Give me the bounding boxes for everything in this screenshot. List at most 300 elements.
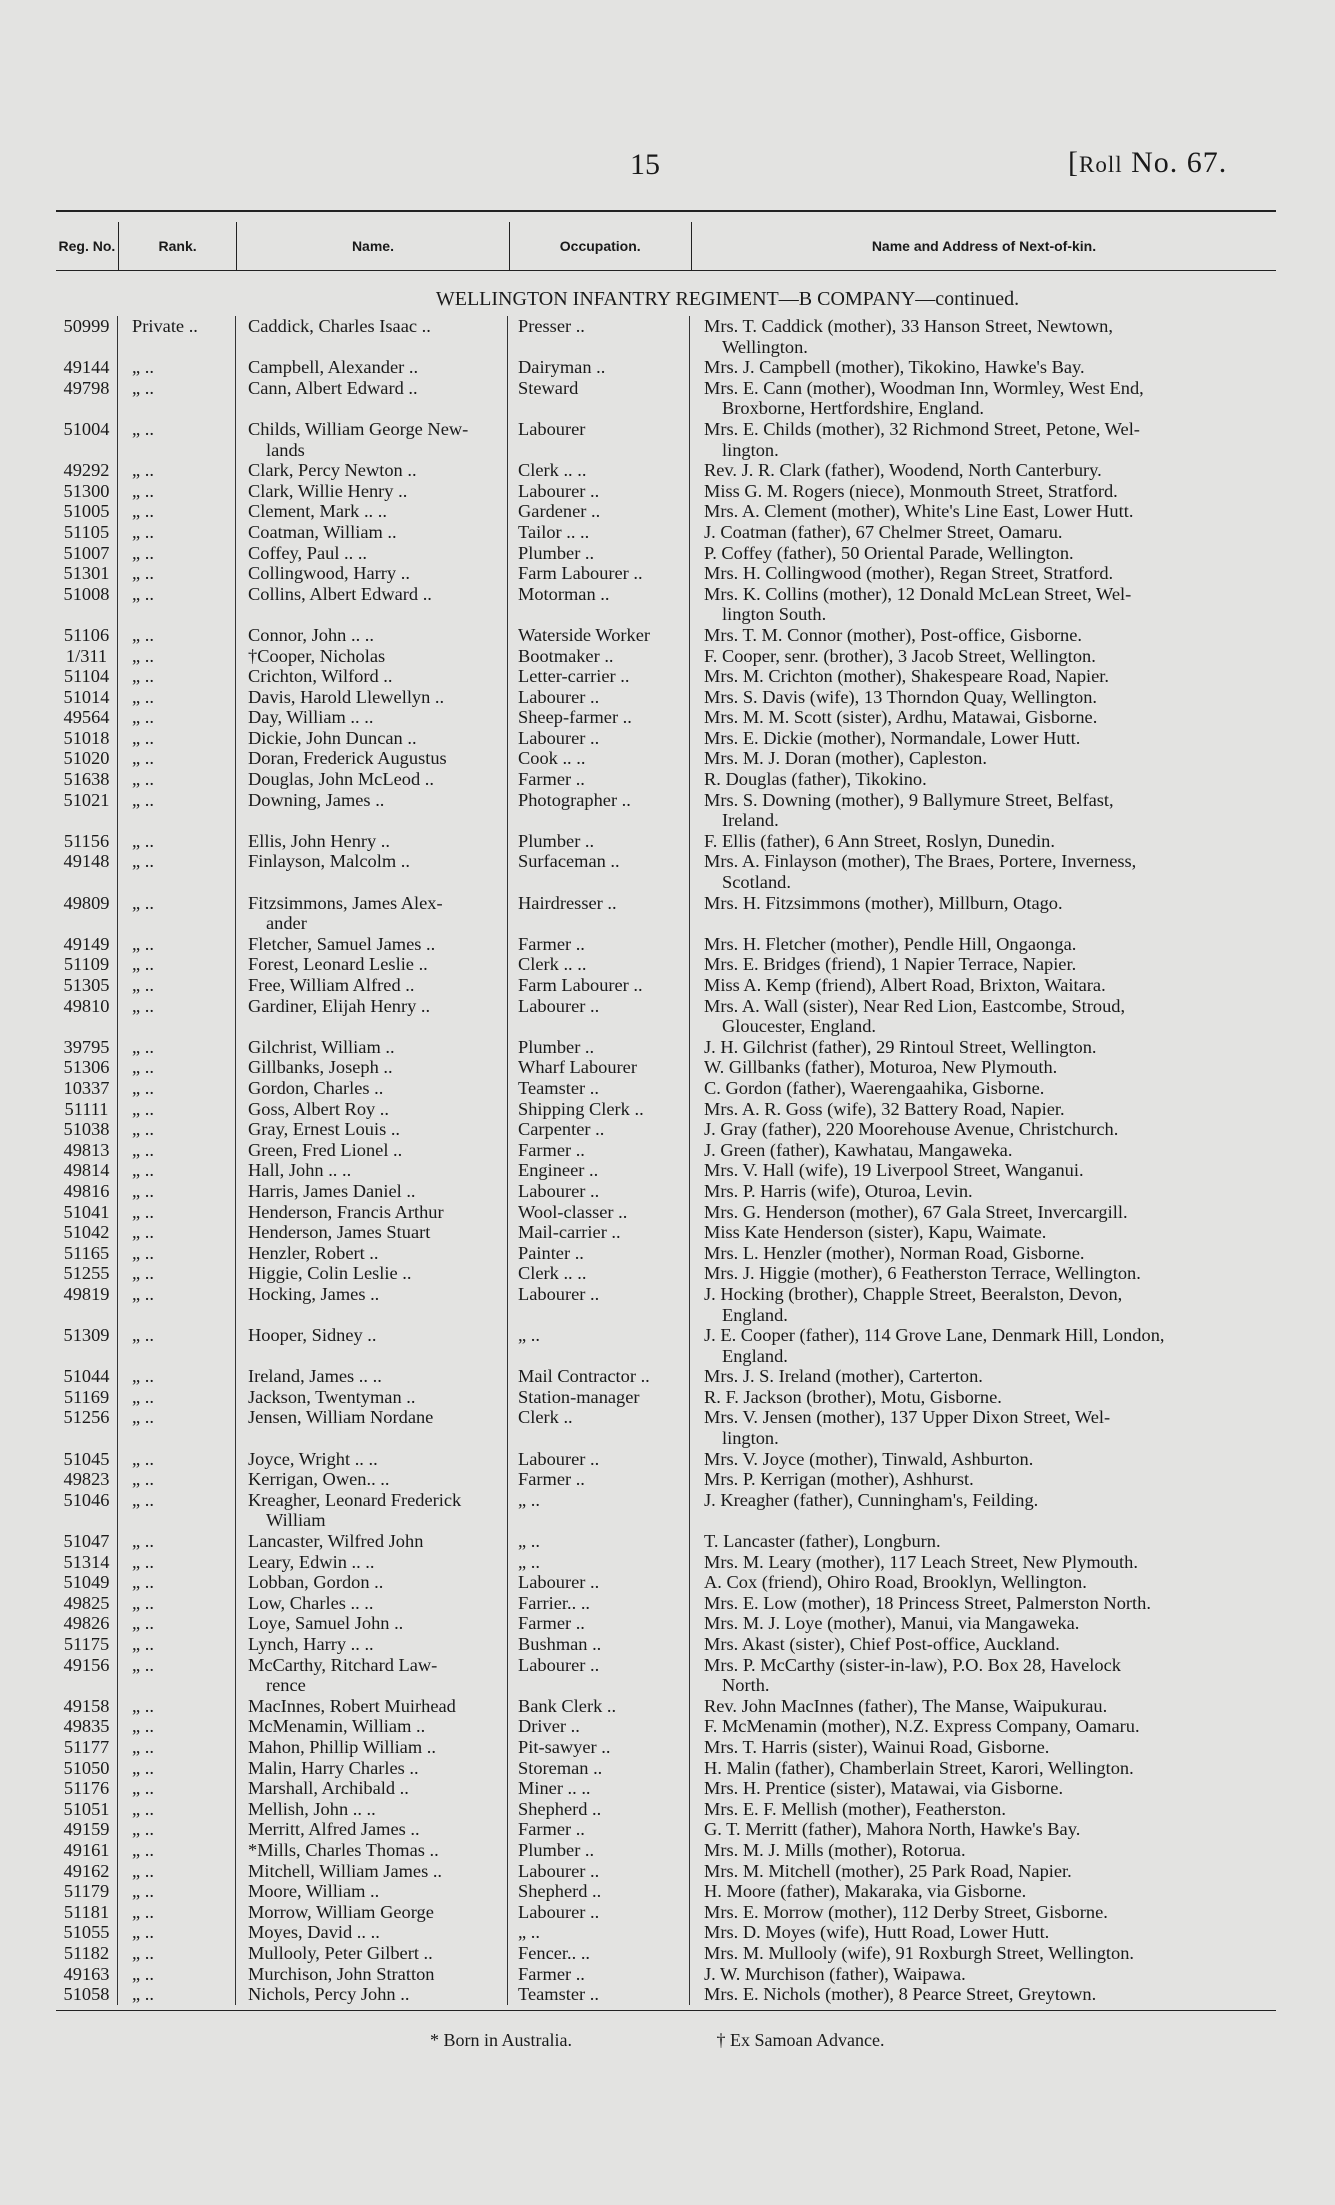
table-row bbox=[56, 1325, 1276, 1366]
rank-cell: „ .. bbox=[118, 584, 236, 625]
next-of-kin-cell: Mrs. E. Nichols (mother), 8 Pearce Street, Greytown. bbox=[704, 1984, 1097, 2005]
name-cell: Fitzsimmons, James Alex- ander bbox=[236, 893, 508, 934]
occupation-cell: Clerk .. .. bbox=[508, 954, 690, 975]
name-cell: Collingwood, Harry .. bbox=[236, 563, 508, 584]
table-row bbox=[56, 831, 1276, 852]
name-cell: Higgie, Colin Leslie .. bbox=[236, 1263, 508, 1284]
table-row bbox=[56, 1984, 1276, 2005]
reg-no-cell: 51047 bbox=[56, 1531, 118, 1552]
name-cell: Henderson, Francis Arthur bbox=[236, 1202, 508, 1223]
next-of-kin-cell: J. Hocking (brother), Chapple Street, Beeralston, Devon, England. bbox=[704, 1283, 1123, 1325]
rank-cell: „ .. bbox=[118, 1469, 236, 1490]
table-row bbox=[56, 481, 1276, 502]
occupation-cell: Waterside Worker bbox=[508, 625, 690, 646]
reg-no-cell: 49810 bbox=[56, 996, 118, 1037]
occupation-cell: Farrier.. .. bbox=[508, 1593, 690, 1614]
occupation-cell: Teamster .. bbox=[508, 1984, 690, 2005]
name-cell: Dickie, John Duncan .. bbox=[236, 728, 508, 749]
footnotes bbox=[430, 2030, 1024, 2051]
next-of-kin-cell: Mrs. T. Caddick (mother), 33 Hanson Street, Newtown, Wellington. bbox=[704, 316, 1113, 357]
next-of-kin-cell: Mrs. H. Collingwood (mother), Regan Street, Stratford. bbox=[704, 563, 1114, 584]
table-row bbox=[56, 1655, 1276, 1696]
occupation-cell: Mail-carrier .. bbox=[508, 1222, 690, 1243]
table-row bbox=[56, 584, 1276, 625]
reg-no-cell: 51306 bbox=[56, 1057, 118, 1078]
reg-no-cell: 51038 bbox=[56, 1119, 118, 1140]
name-cell: Clark, Willie Henry .. bbox=[236, 481, 508, 502]
reg-no-cell: 51020 bbox=[56, 748, 118, 769]
rank-cell: „ .. bbox=[118, 851, 236, 892]
table-row bbox=[56, 1037, 1276, 1058]
next-of-kin-cell: Miss G. M. Rogers (niece), Monmouth Street, Stratford. bbox=[704, 480, 1118, 501]
name-cell: Ireland, James .. .. bbox=[236, 1366, 508, 1387]
next-of-kin-cell: C. Gordon (father), Waerengaahika, Gisborne. bbox=[704, 1077, 1045, 1098]
table-row bbox=[56, 522, 1276, 543]
col-occupation: Occupation. bbox=[510, 222, 692, 270]
name-cell: Kerrigan, Owen.. .. bbox=[236, 1469, 508, 1490]
rank-cell: „ .. bbox=[118, 1181, 236, 1202]
reg-no-cell: 51165 bbox=[56, 1243, 118, 1264]
rank-cell: „ .. bbox=[118, 1943, 236, 1964]
occupation-cell: Plumber .. bbox=[508, 831, 690, 852]
rank-cell: „ .. bbox=[118, 563, 236, 584]
reg-no-cell: 51111 bbox=[56, 1099, 118, 1120]
occupation-cell: Miner .. .. bbox=[508, 1778, 690, 1799]
reg-no-cell: 51169 bbox=[56, 1387, 118, 1408]
name-cell: Henzler, Robert .. bbox=[236, 1243, 508, 1264]
name-cell: Caddick, Charles Isaac .. bbox=[236, 316, 508, 357]
occupation-cell: Mail Contractor .. bbox=[508, 1366, 690, 1387]
table-row bbox=[56, 1140, 1276, 1161]
next-of-kin-cell: Mrs. Akast (sister), Chief Post-office, Auckland. bbox=[704, 1634, 1060, 1654]
rank-cell: „ .. bbox=[118, 1737, 236, 1758]
name-cell: Nichols, Percy John .. bbox=[236, 1984, 508, 2005]
next-of-kin-cell: Mrs. M. J. Mills (mother), Rotorua. bbox=[704, 1839, 966, 1860]
next-of-kin-cell: Mrs. M. Mullooly (wife), 91 Roxburgh Street, Wellington. bbox=[704, 1942, 1134, 1963]
table-row bbox=[56, 1613, 1276, 1634]
next-of-kin-cell: Mrs. E. Cann (mother), Woodman Inn, Wormley, West End, Broxborne, Hertfordshire, England. bbox=[704, 377, 1144, 419]
table-row bbox=[56, 1799, 1276, 1820]
occupation-cell: Labourer .. bbox=[508, 481, 690, 502]
reg-no-cell: 51255 bbox=[56, 1263, 118, 1284]
next-of-kin-cell: Mrs. S. Davis (wife), 13 Thorndon Quay, Wellington. bbox=[704, 686, 1098, 707]
table-row bbox=[56, 1778, 1276, 1799]
reg-no-cell: 49292 bbox=[56, 460, 118, 481]
name-cell: Hall, John .. .. bbox=[236, 1160, 508, 1181]
reg-no-cell: 51008 bbox=[56, 584, 118, 625]
name-cell: Doran, Frederick Augustus bbox=[236, 748, 508, 769]
reg-no-cell: 51106 bbox=[56, 625, 118, 646]
reg-no-cell: 49159 bbox=[56, 1819, 118, 1840]
name-cell: Collins, Albert Edward .. bbox=[236, 584, 508, 625]
next-of-kin-cell: Mrs. K. Collins (mother), 12 Donald McLean Street, Wel- lington South. bbox=[704, 583, 1132, 625]
next-of-kin-cell: R. Douglas (father), Tikokino. bbox=[704, 769, 927, 790]
reg-no-cell: 51309 bbox=[56, 1325, 118, 1366]
occupation-cell: Labourer .. bbox=[508, 996, 690, 1037]
rank-cell: „ .. bbox=[118, 646, 236, 667]
rank-cell: „ .. bbox=[118, 666, 236, 687]
next-of-kin-cell: Mrs. M. Mitchell (mother), 25 Park Road, Napier. bbox=[704, 1860, 1072, 1881]
name-cell: Low, Charles .. .. bbox=[236, 1593, 508, 1614]
next-of-kin-cell: J. Kreagher (father), Cunningham's, Feilding. bbox=[704, 1489, 1039, 1510]
next-of-kin-cell: Mrs. M. Crichton (mother), Shakespeare Road, Napier. bbox=[704, 666, 1110, 687]
next-of-kin-cell: Mrs. E. Childs (mother), 32 Richmond Street, Petone, Wel- lington. bbox=[704, 418, 1140, 460]
rank-cell: „ .. bbox=[118, 1160, 236, 1181]
rank-cell: „ .. bbox=[118, 1655, 236, 1696]
table-row bbox=[56, 1160, 1276, 1181]
section-title: WELLINGTON INFANTRY REGIMENT—B COMPANY—continued. bbox=[435, 288, 1020, 310]
reg-no-cell: 49816 bbox=[56, 1181, 118, 1202]
reg-no-cell: 49564 bbox=[56, 707, 118, 728]
name-cell: Finlayson, Malcolm .. bbox=[236, 851, 508, 892]
rank-cell: „ .. bbox=[118, 748, 236, 769]
reg-no-cell: 51156 bbox=[56, 831, 118, 852]
rank-cell: „ .. bbox=[118, 769, 236, 790]
occupation-cell: Farm Labourer .. bbox=[508, 975, 690, 996]
next-of-kin-cell: J. W. Murchison (father), Waipawa. bbox=[704, 1963, 966, 1984]
occupation-cell: Labourer bbox=[508, 419, 690, 460]
name-cell: Hocking, James .. bbox=[236, 1284, 508, 1325]
table-row bbox=[56, 1284, 1276, 1325]
next-of-kin-cell: Mrs. V. Joyce (mother), Tinwald, Ashburton. bbox=[704, 1448, 1034, 1469]
rank-cell: „ .. bbox=[118, 1861, 236, 1882]
reg-no-cell: 51007 bbox=[56, 543, 118, 564]
rank-cell: „ .. bbox=[118, 419, 236, 460]
occupation-cell: Motorman .. bbox=[508, 584, 690, 625]
next-of-kin-cell: Rev. John MacInnes (father), The Manse, Waipukurau. bbox=[704, 1695, 1108, 1716]
occupation-cell: Labourer .. bbox=[508, 728, 690, 749]
occupation-cell: Carpenter .. bbox=[508, 1119, 690, 1140]
table-row bbox=[56, 357, 1276, 378]
rank-cell: „ .. bbox=[118, 1387, 236, 1408]
next-of-kin-cell: Mrs. T. Harris (sister), Wainui Road, Gisborne. bbox=[704, 1736, 1050, 1757]
name-cell: Harris, James Daniel .. bbox=[236, 1181, 508, 1202]
name-cell: Lynch, Harry .. .. bbox=[236, 1634, 508, 1655]
occupation-cell: Labourer .. bbox=[508, 1861, 690, 1882]
occupation-cell: Tailor .. .. bbox=[508, 522, 690, 543]
table-row bbox=[56, 687, 1276, 708]
col-reg-no: Reg. No. bbox=[56, 222, 119, 270]
rank-cell: „ .. bbox=[118, 1758, 236, 1779]
name-cell: Connor, John .. .. bbox=[236, 625, 508, 646]
occupation-cell: Cook .. .. bbox=[508, 748, 690, 769]
reg-no-cell: 49819 bbox=[56, 1284, 118, 1325]
reg-no-cell: 51104 bbox=[56, 666, 118, 687]
table-row bbox=[56, 1181, 1276, 1202]
reg-no-cell: 51021 bbox=[56, 790, 118, 831]
next-of-kin-cell: Mrs. D. Moyes (wife), Hutt Road, Lower Hutt. bbox=[704, 1922, 1050, 1943]
col-rank: Rank. bbox=[119, 222, 238, 270]
rank-cell: „ .. bbox=[118, 1037, 236, 1058]
occupation-cell: Farmer .. bbox=[508, 1613, 690, 1634]
table-row bbox=[56, 1469, 1276, 1490]
occupation-cell: Plumber .. bbox=[508, 1037, 690, 1058]
rank-cell: „ .. bbox=[118, 1634, 236, 1655]
rank-cell: „ .. bbox=[118, 1552, 236, 1573]
name-cell: Mitchell, William James .. bbox=[236, 1861, 508, 1882]
name-cell: Jensen, William Nordane bbox=[236, 1407, 508, 1448]
table-row bbox=[56, 563, 1276, 584]
occupation-cell: Hairdresser .. bbox=[508, 893, 690, 934]
rank-cell: „ .. bbox=[118, 1449, 236, 1470]
rank-cell: „ .. bbox=[118, 1140, 236, 1161]
name-cell: Clement, Mark .. .. bbox=[236, 501, 508, 522]
rank-cell: Private .. bbox=[118, 316, 236, 357]
next-of-kin-cell: Mrs. H. Fitzsimmons (mother), Millburn, Otago. bbox=[704, 892, 1063, 913]
occupation-cell: Farmer .. bbox=[508, 769, 690, 790]
name-cell: Davis, Harold Llewellyn .. bbox=[236, 687, 508, 708]
reg-no-cell: 51175 bbox=[56, 1634, 118, 1655]
table-row bbox=[56, 1572, 1276, 1593]
next-of-kin-cell: Mrs. E. Low (mother), 18 Princess Street, Palmerston North. bbox=[704, 1592, 1151, 1613]
name-cell: Joyce, Wright .. .. bbox=[236, 1449, 508, 1470]
rank-cell: „ .. bbox=[118, 1819, 236, 1840]
next-of-kin-cell: Rev. J. R. Clark (father), Woodend, North Canterbury. bbox=[704, 460, 1102, 481]
reg-no-cell: 49835 bbox=[56, 1716, 118, 1737]
table-row bbox=[56, 1202, 1276, 1223]
reg-no-cell: 49148 bbox=[56, 851, 118, 892]
reg-no-cell: 50999 bbox=[56, 316, 118, 357]
reg-no-cell: 49823 bbox=[56, 1469, 118, 1490]
rank-cell: „ .. bbox=[118, 1902, 236, 1923]
occupation-cell: Labourer .. bbox=[508, 687, 690, 708]
table-row bbox=[56, 625, 1276, 646]
name-cell: Merritt, Alfred James .. bbox=[236, 1819, 508, 1840]
table-row bbox=[56, 316, 1276, 357]
rank-cell: „ .. bbox=[118, 687, 236, 708]
occupation-cell: Clerk .. .. bbox=[508, 1263, 690, 1284]
rank-cell: „ .. bbox=[118, 1696, 236, 1717]
table-row bbox=[56, 1943, 1276, 1964]
table-row bbox=[56, 851, 1276, 892]
table-row bbox=[56, 501, 1276, 522]
occupation-cell: Surfaceman .. bbox=[508, 851, 690, 892]
name-cell: Douglas, John McLeod .. bbox=[236, 769, 508, 790]
rank-cell: „ .. bbox=[118, 1222, 236, 1243]
rank-cell: „ .. bbox=[118, 1407, 236, 1448]
occupation-cell: Photographer .. bbox=[508, 790, 690, 831]
occupation-cell: Gardener .. bbox=[508, 501, 690, 522]
table-row bbox=[56, 934, 1276, 955]
rank-cell: „ .. bbox=[118, 790, 236, 831]
rank-cell: „ .. bbox=[118, 522, 236, 543]
table-row bbox=[56, 1881, 1276, 1902]
rank-cell: „ .. bbox=[118, 1078, 236, 1099]
col-name: Name. bbox=[237, 222, 509, 270]
rank-cell: „ .. bbox=[118, 1325, 236, 1366]
page-number: 15 bbox=[630, 148, 660, 181]
reg-no-cell: 49162 bbox=[56, 1861, 118, 1882]
footnote-born-australia: * Born in Australia. bbox=[430, 2030, 572, 2050]
reg-no-cell: 51014 bbox=[56, 687, 118, 708]
next-of-kin-cell: Mrs. J. Higgie (mother), 6 Featherston Terrace, Wellington. bbox=[704, 1263, 1141, 1284]
occupation-cell: „ .. bbox=[508, 1325, 690, 1366]
footnote-samoan: † Ex Samoan Advance. bbox=[716, 2030, 885, 2050]
reg-no-cell: 39795 bbox=[56, 1037, 118, 1058]
occupation-cell: Plumber .. bbox=[508, 1840, 690, 1861]
reg-no-cell: 49144 bbox=[56, 357, 118, 378]
reg-no-cell: 51314 bbox=[56, 1552, 118, 1573]
reg-no-cell: 51179 bbox=[56, 1881, 118, 1902]
next-of-kin-cell: Mrs. S. Downing (mother), 9 Ballymure Street, Belfast, Ireland. bbox=[704, 789, 1114, 831]
occupation-cell: Labourer .. bbox=[508, 1449, 690, 1470]
next-of-kin-cell: Mrs. P. McCarthy (sister-in-law), P.O. Box 28, Havelock North. bbox=[704, 1654, 1121, 1696]
next-of-kin-cell: Mrs. J. Campbell (mother), Tikokino, Hawke's Bay. bbox=[704, 357, 1085, 378]
rank-cell: „ .. bbox=[118, 1490, 236, 1531]
rank-cell: „ .. bbox=[118, 1366, 236, 1387]
next-of-kin-cell: Mrs. A. R. Goss (wife), 32 Battery Road, Napier. bbox=[704, 1098, 1065, 1119]
name-cell: Day, William .. .. bbox=[236, 707, 508, 728]
top-rule bbox=[56, 210, 1276, 212]
occupation-cell: Driver .. bbox=[508, 1716, 690, 1737]
name-cell: Moore, William .. bbox=[236, 1881, 508, 1902]
next-of-kin-cell: Mrs. G. Henderson (mother), 67 Gala Street, Invercargill. bbox=[704, 1201, 1128, 1222]
roll-number: [Roll No. 67. bbox=[1068, 146, 1228, 179]
table-row bbox=[56, 1737, 1276, 1758]
table-row bbox=[56, 769, 1276, 790]
name-cell: McCarthy, Ritchard Law- rence bbox=[236, 1655, 508, 1696]
next-of-kin-cell: Mrs. H. Fletcher (mother), Pendle Hill, Ongaonga. bbox=[704, 933, 1077, 954]
table-row bbox=[56, 893, 1276, 934]
next-of-kin-cell: J. Gray (father), 220 Moorehouse Avenue, Christchurch. bbox=[704, 1119, 1119, 1140]
rank-cell: „ .. bbox=[118, 1593, 236, 1614]
rank-cell: „ .. bbox=[118, 357, 236, 378]
reg-no-cell: 49156 bbox=[56, 1655, 118, 1696]
occupation-cell: Dairyman .. bbox=[508, 357, 690, 378]
occupation-cell: Steward bbox=[508, 378, 690, 419]
name-cell: Fletcher, Samuel James .. bbox=[236, 934, 508, 955]
name-cell: Jackson, Twentyman .. bbox=[236, 1387, 508, 1408]
reg-no-cell: 49826 bbox=[56, 1613, 118, 1634]
reg-no-cell: 1/311 bbox=[56, 646, 118, 667]
next-of-kin-cell: J. Green (father), Kawhatau, Mangaweka. bbox=[704, 1139, 1013, 1160]
table-row bbox=[56, 728, 1276, 749]
next-of-kin-cell: Mrs. M. Leary (mother), 117 Leach Street, New Plymouth. bbox=[704, 1551, 1138, 1572]
next-of-kin-cell: R. F. Jackson (brother), Motu, Gisborne. bbox=[704, 1386, 1002, 1407]
name-cell: McMenamin, William .. bbox=[236, 1716, 508, 1737]
next-of-kin-cell: Mrs. V. Jensen (mother), 137 Upper Dixon Street, Wel- lington. bbox=[704, 1407, 1111, 1449]
next-of-kin-cell: Mrs. E. Dickie (mother), Normandale, Lower Hutt. bbox=[704, 727, 1081, 748]
name-cell: Lobban, Gordon .. bbox=[236, 1572, 508, 1593]
rank-cell: „ .. bbox=[118, 378, 236, 419]
occupation-cell: „ .. bbox=[508, 1552, 690, 1573]
table-row bbox=[56, 460, 1276, 481]
next-of-kin-cell: Mrs. E. Morrow (mother), 112 Derby Street, Gisborne. bbox=[704, 1901, 1108, 1922]
next-of-kin-cell: A. Cox (friend), Ohiro Road, Brooklyn, Wellington. bbox=[704, 1572, 1087, 1593]
reg-no-cell: 51105 bbox=[56, 522, 118, 543]
next-of-kin-cell: F. Ellis (father), 6 Ann Street, Roslyn, Dunedin. bbox=[704, 830, 1055, 851]
occupation-cell: Labourer .. bbox=[508, 1181, 690, 1202]
rank-cell: „ .. bbox=[118, 1984, 236, 2005]
next-of-kin-cell: H. Moore (father), Makaraka, via Gisborne. bbox=[704, 1881, 1027, 1902]
next-of-kin-cell: Mrs. P. Harris (wife), Oturoa, Levin. bbox=[704, 1180, 973, 1201]
table-row bbox=[56, 954, 1276, 975]
name-cell: Loye, Samuel John .. bbox=[236, 1613, 508, 1634]
rank-cell: „ .. bbox=[118, 996, 236, 1037]
reg-no-cell: 49798 bbox=[56, 378, 118, 419]
name-cell: Murchison, John Stratton bbox=[236, 1964, 508, 1985]
reg-no-cell: 51018 bbox=[56, 728, 118, 749]
rank-cell: „ .. bbox=[118, 460, 236, 481]
reg-no-cell: 49814 bbox=[56, 1160, 118, 1181]
bottom-rule bbox=[56, 2010, 1276, 2011]
occupation-cell: Farm Labourer .. bbox=[508, 563, 690, 584]
next-of-kin-cell: F. McMenamin (mother), N.Z. Express Company, Oamaru. bbox=[704, 1716, 1140, 1737]
next-of-kin-cell: Mrs. V. Hall (wife), 19 Liverpool Street, Wanganui. bbox=[704, 1160, 1084, 1181]
occupation-cell: Farmer .. bbox=[508, 1819, 690, 1840]
table-header bbox=[56, 222, 1276, 271]
occupation-cell: Bootmaker .. bbox=[508, 646, 690, 667]
rank-cell: „ .. bbox=[118, 1840, 236, 1861]
next-of-kin-cell: H. Malin (father), Chamberlain Street, Karori, Wellington. bbox=[704, 1757, 1134, 1778]
name-cell: Downing, James .. bbox=[236, 790, 508, 831]
table-row bbox=[56, 1407, 1276, 1448]
occupation-cell: Station-manager bbox=[508, 1387, 690, 1408]
next-of-kin-cell: W. Gillbanks (father), Moturoa, New Plymouth. bbox=[704, 1057, 1058, 1078]
reg-no-cell: 51045 bbox=[56, 1449, 118, 1470]
rank-cell: „ .. bbox=[118, 893, 236, 934]
table-row bbox=[56, 1449, 1276, 1470]
occupation-cell: Wool-classer .. bbox=[508, 1202, 690, 1223]
next-of-kin-cell: Mrs. P. Kerrigan (mother), Ashhurst. bbox=[704, 1469, 974, 1490]
next-of-kin-cell: Mrs. A. Clement (mother), White's Line East, Lower Hutt. bbox=[704, 501, 1134, 522]
rank-cell: „ .. bbox=[118, 1572, 236, 1593]
table-row bbox=[56, 1840, 1276, 1861]
next-of-kin-cell: F. Cooper, senr. (brother), 3 Jacob Street, Wellington. bbox=[704, 645, 1096, 666]
occupation-cell: Pit-sawyer .. bbox=[508, 1737, 690, 1758]
rank-cell: „ .. bbox=[118, 1799, 236, 1820]
reg-no-cell: 51638 bbox=[56, 769, 118, 790]
reg-no-cell: 49161 bbox=[56, 1840, 118, 1861]
rank-cell: „ .. bbox=[118, 954, 236, 975]
table-row bbox=[56, 1861, 1276, 1882]
name-cell: Gillbanks, Joseph .. bbox=[236, 1057, 508, 1078]
next-of-kin-cell: Mrs. M. M. Scott (sister), Ardhu, Matawai, Gisborne. bbox=[704, 707, 1098, 728]
next-of-kin-cell: Mrs. T. M. Connor (mother), Post-office, Gisborne. bbox=[704, 624, 1082, 645]
reg-no-cell: 51049 bbox=[56, 1572, 118, 1593]
table-row bbox=[56, 1243, 1276, 1264]
occupation-cell: Farmer .. bbox=[508, 1964, 690, 1985]
reg-no-cell: 49809 bbox=[56, 893, 118, 934]
name-cell: Moyes, David .. .. bbox=[236, 1922, 508, 1943]
rank-cell: „ .. bbox=[118, 1922, 236, 1943]
reg-no-cell: 51051 bbox=[56, 1799, 118, 1820]
name-cell: Henderson, James Stuart bbox=[236, 1222, 508, 1243]
name-cell: Kreagher, Leonard Frederick William bbox=[236, 1490, 508, 1531]
name-cell: Coffey, Paul .. .. bbox=[236, 543, 508, 564]
occupation-cell: Clerk .. .. bbox=[508, 460, 690, 481]
rank-cell: „ .. bbox=[118, 1284, 236, 1325]
rank-cell: „ .. bbox=[118, 975, 236, 996]
occupation-cell: Shipping Clerk .. bbox=[508, 1099, 690, 1120]
table-row bbox=[56, 1057, 1276, 1078]
next-of-kin-cell: Miss Kate Henderson (sister), Kapu, Waimate. bbox=[704, 1222, 1047, 1243]
name-cell: Mahon, Phillip William .. bbox=[236, 1737, 508, 1758]
occupation-cell: Clerk .. bbox=[508, 1407, 690, 1448]
reg-no-cell: 51042 bbox=[56, 1222, 118, 1243]
next-of-kin-cell: J. H. Gilchrist (father), 29 Rintoul Street, Wellington. bbox=[704, 1036, 1097, 1057]
rank-cell: „ .. bbox=[118, 831, 236, 852]
occupation-cell: Bank Clerk .. bbox=[508, 1696, 690, 1717]
reg-no-cell: 51109 bbox=[56, 954, 118, 975]
next-of-kin-cell: G. T. Merritt (father), Mahora North, Hawke's Bay. bbox=[704, 1819, 1081, 1840]
table-row bbox=[56, 1634, 1276, 1655]
rank-cell: „ .. bbox=[118, 481, 236, 502]
reg-no-cell: 10337 bbox=[56, 1078, 118, 1099]
name-cell: Coatman, William .. bbox=[236, 522, 508, 543]
rank-cell: „ .. bbox=[118, 1263, 236, 1284]
name-cell: Mullooly, Peter Gilbert .. bbox=[236, 1943, 508, 1964]
